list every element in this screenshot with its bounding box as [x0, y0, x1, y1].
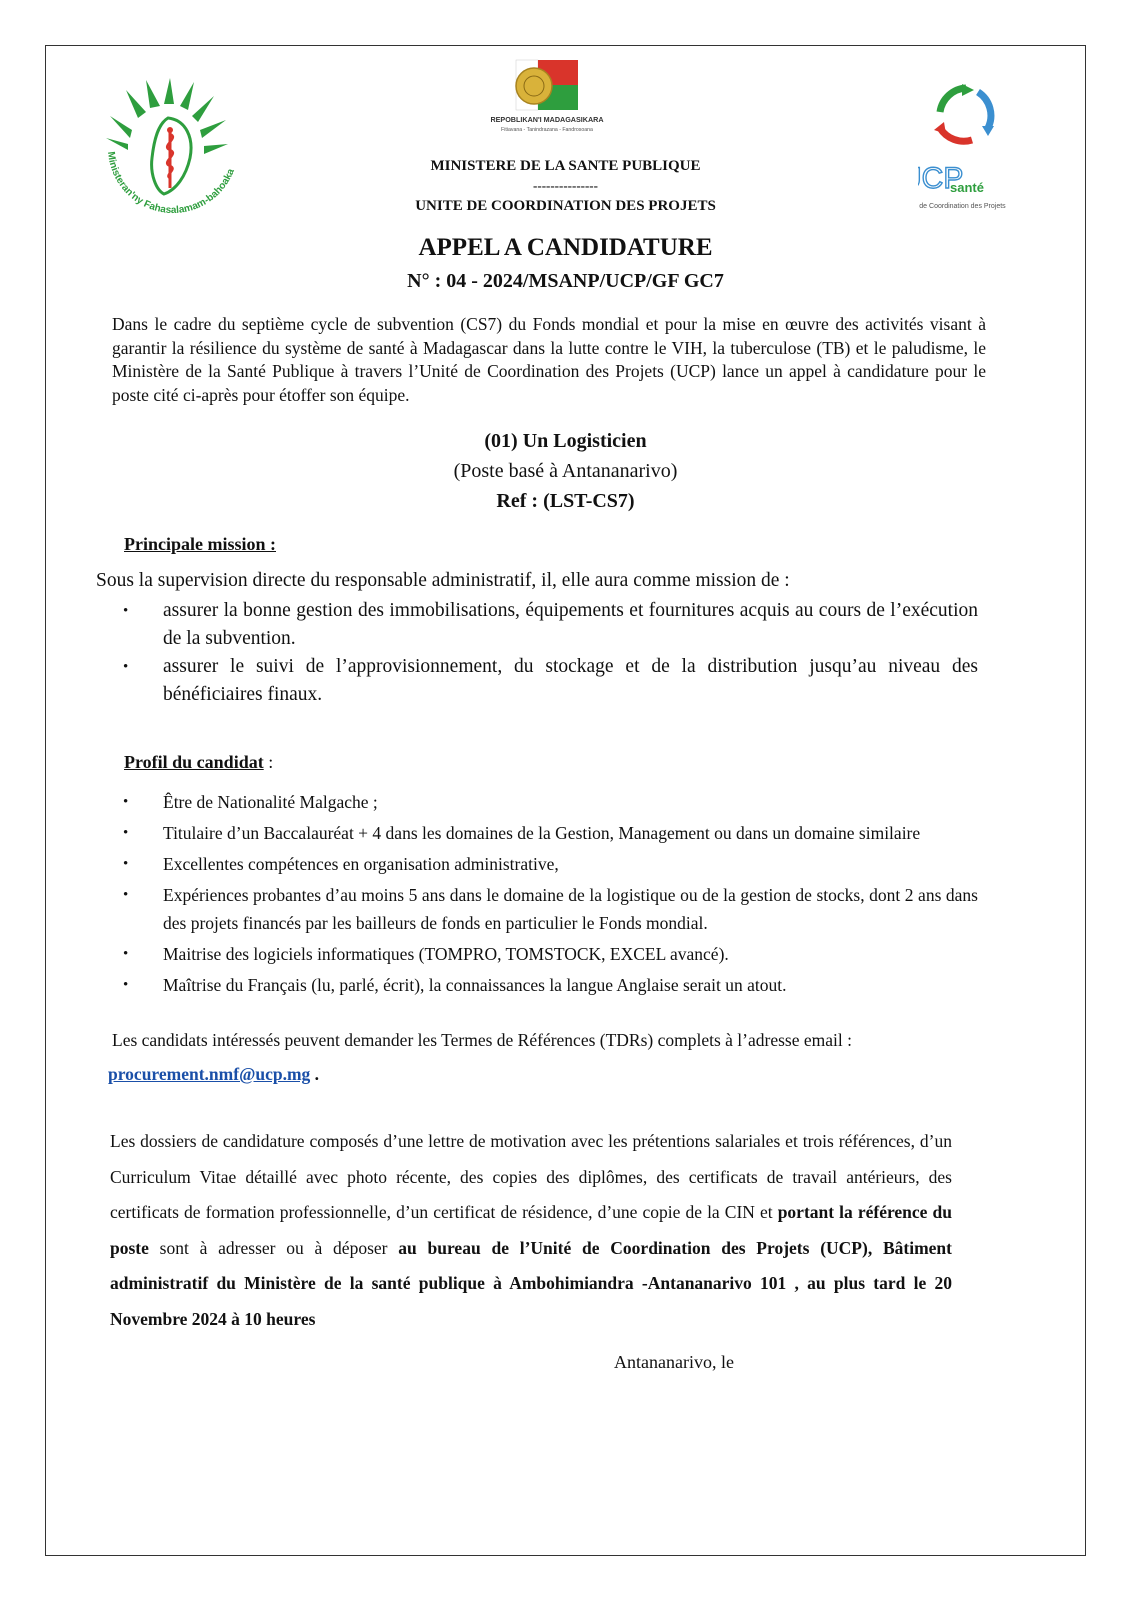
- dossier-bold-1: portant la référence du poste: [110, 1202, 952, 1258]
- republic-emblem: [488, 56, 606, 136]
- mission-list: [98, 597, 978, 709]
- profil-heading-row: [124, 752, 273, 773]
- list-item: • Maitrise des logiciels informatiques (TOMPRO, TOMSTOCK, EXCEL avancé).: [98, 940, 978, 968]
- signoff: Antananarivo, le: [614, 1352, 734, 1372]
- mission-heading: Principale mission :: [124, 534, 276, 554]
- document-title: APPEL A CANDIDATURE: [418, 234, 713, 261]
- list-item: • Être de Nationalité Malgache ;: [98, 788, 978, 816]
- position-location: (Poste basé à Antananarivo): [453, 460, 678, 482]
- list-item: • Expériences probantes d’au moins 5 ans dans le domaine de la logistique ou de la gestion de stocks, dont 2 ans dans des projets financés par les bailleurs de fonds en particulier le Fonds mondial.: [98, 881, 978, 937]
- svg-text:santé: santé: [950, 180, 984, 195]
- list-item: • assurer la bonne gestion des immobilisations, équipements et fournitures acquis au cours de l’exécution de la subvention.: [98, 597, 978, 653]
- list-item: • assurer le suivi de l’approvisionnement, du stockage et de la distribution jusqu’au niveau des bénéficiaires finaux.: [98, 653, 978, 709]
- dossier-text-1: Les dossiers de candidature composés d’une lettre de motivation avec les prétentions salariales et trois références, d’un Curriculum Vitae détaillé avec photo récente, des copies des diplômes, des certificats de travail antérieurs, des certificats de formation professionnelle, d’un certificat de résidence, d’une copie de la CIN et: [110, 1131, 952, 1222]
- tdr-paragraph: Les candidats intéressés peuvent demander les Termes de Références (TDRs) complets à l’adresse email :: [112, 1030, 852, 1050]
- list-item: • Titulaire d’un Baccalauréat + 4 dans les domaines de la Gestion, Management ou dans un domaine similaire: [98, 819, 978, 847]
- intro-paragraph: Dans le cadre du septième cycle de subvention (CS7) du Fonds mondial et pour la mise en œuvre des activités visant à garantir la résilience du système de santé à Madagascar dans la lutte contre le VIH, la tuberculose (TB) et le paludisme, le Ministère de la Santé Publique à travers l’Unité de Coordination des Projets (UCP) lance un appel à candidature pour le poste cité ci-après pour étoffer son équipe.: [112, 314, 986, 405]
- list-item: • Excellentes compétences en organisation administrative,: [98, 850, 978, 878]
- svg-text:REPOBLIKAN'I MADAGASIKARA: REPOBLIKAN'I MADAGASIKARA: [490, 115, 604, 124]
- svg-text:Fitiavana - Tanindrazana - Fan: Fitiavana - Tanindrazana - Fandrosoana: [501, 127, 593, 133]
- svg-text:Unité de Coordination des Proj: de Coordination des Projets: [919, 203, 1006, 210]
- position-title: (01) Un Logisticien: [484, 430, 647, 452]
- svg-text:UCP: CP: [921, 162, 964, 195]
- ministry-header: MINISTERE DE LA SANTE PUBLIQUE: [430, 158, 701, 174]
- dossier-bold-2: au bureau de l’Unité de Coordination des Projets (UCP), Bâtiment administratif du Ministère de la santé publique à Ambohimiandra -Antananarivo 101 , au plus tard le 20 Novembre 2024 à 10 heures: [110, 1237, 952, 1329]
- reference-number: N° : 04 - 2024/MSANP/UCP/GF GC7: [407, 270, 724, 292]
- position-ref: Ref : (LST-CS7): [496, 490, 635, 512]
- dossier-paragraph: [110, 1124, 952, 1337]
- email-link[interactable]: procurement.nmf@ucp.mg: [108, 1064, 311, 1084]
- email-row: [108, 1064, 319, 1085]
- list-item: • Maîtrise du Français (lu, parlé, écrit), la connaissances la langue Anglaise serait un atout.: [98, 971, 978, 999]
- header-separator: ---------------: [533, 178, 598, 193]
- profil-list: [98, 788, 978, 1002]
- profil-heading: Profil du candidat: [124, 752, 264, 772]
- unit-header: UNITE DE COORDINATION DES PROJETS: [415, 198, 716, 214]
- email-suffix: .: [310, 1064, 320, 1084]
- profil-colon: :: [263, 752, 274, 772]
- dossier-text-2: sont à adresser ou à déposer: [148, 1237, 399, 1258]
- svg-text:Ministeran'ny Fahasalamam-baho: Ministeran'ny Fahasalamam-bahoaka: [105, 151, 237, 214]
- mission-intro: Sous la supervision directe du responsable administratif, il, elle aura comme mission de :: [96, 570, 790, 591]
